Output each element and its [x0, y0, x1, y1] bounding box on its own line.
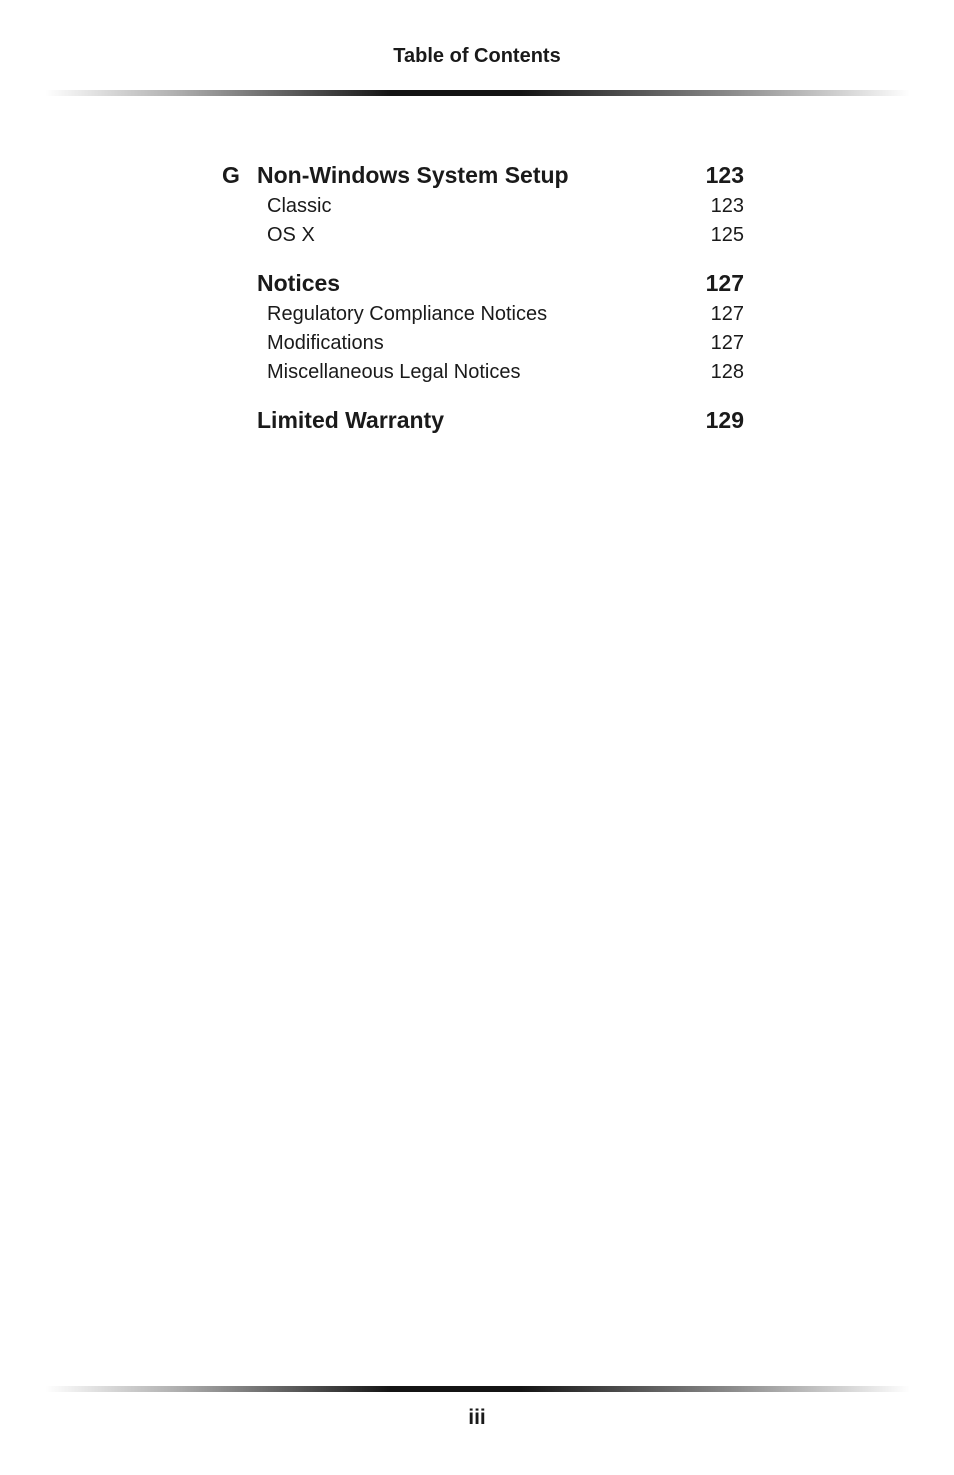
subsection-page-number: 123: [710, 195, 744, 217]
subsection-title: Modifications: [267, 332, 384, 354]
toc-subsection-row[interactable]: [222, 329, 744, 358]
header-rule: [45, 90, 910, 96]
chapter-title: Non-Windows System Setup: [257, 162, 569, 188]
subsection-page-number: 125: [710, 224, 744, 246]
subsection-title: Classic: [267, 195, 332, 217]
table-of-contents: [222, 158, 744, 437]
toc-subsection-row[interactable]: [222, 221, 744, 250]
running-header: Table of Contents: [393, 45, 561, 67]
toc-group-appendix-g: [222, 158, 744, 250]
toc-subsection-row[interactable]: [222, 358, 744, 387]
chapter-title: Notices: [257, 270, 341, 296]
subsection-title: Regulatory Compliance Notices: [267, 303, 548, 325]
toc-chapter-row[interactable]: [222, 266, 744, 300]
subsection-page-number: 128: [710, 361, 744, 383]
chapter-letter: G: [222, 162, 240, 188]
chapter-page-number: 127: [705, 270, 744, 296]
footer-rule: [45, 1386, 910, 1392]
chapter-title: Limited Warranty: [257, 407, 445, 433]
subsection-page-number: 127: [710, 303, 744, 325]
toc-chapter-row[interactable]: [222, 403, 744, 437]
toc-group-notices: [222, 266, 744, 387]
chapter-page-number: 129: [705, 407, 744, 433]
chapter-page-number: 123: [705, 162, 744, 188]
toc-subsection-row[interactable]: [222, 192, 744, 221]
page-number: iii: [468, 1406, 486, 1429]
toc-chapter-row[interactable]: [222, 158, 744, 192]
toc-subsection-row[interactable]: [222, 300, 744, 329]
subsection-title: Miscellaneous Legal Notices: [267, 361, 521, 383]
toc-group-limited-warranty: [222, 403, 744, 437]
subsection-page-number: 127: [710, 332, 744, 354]
subsection-title: OS X: [267, 224, 315, 246]
